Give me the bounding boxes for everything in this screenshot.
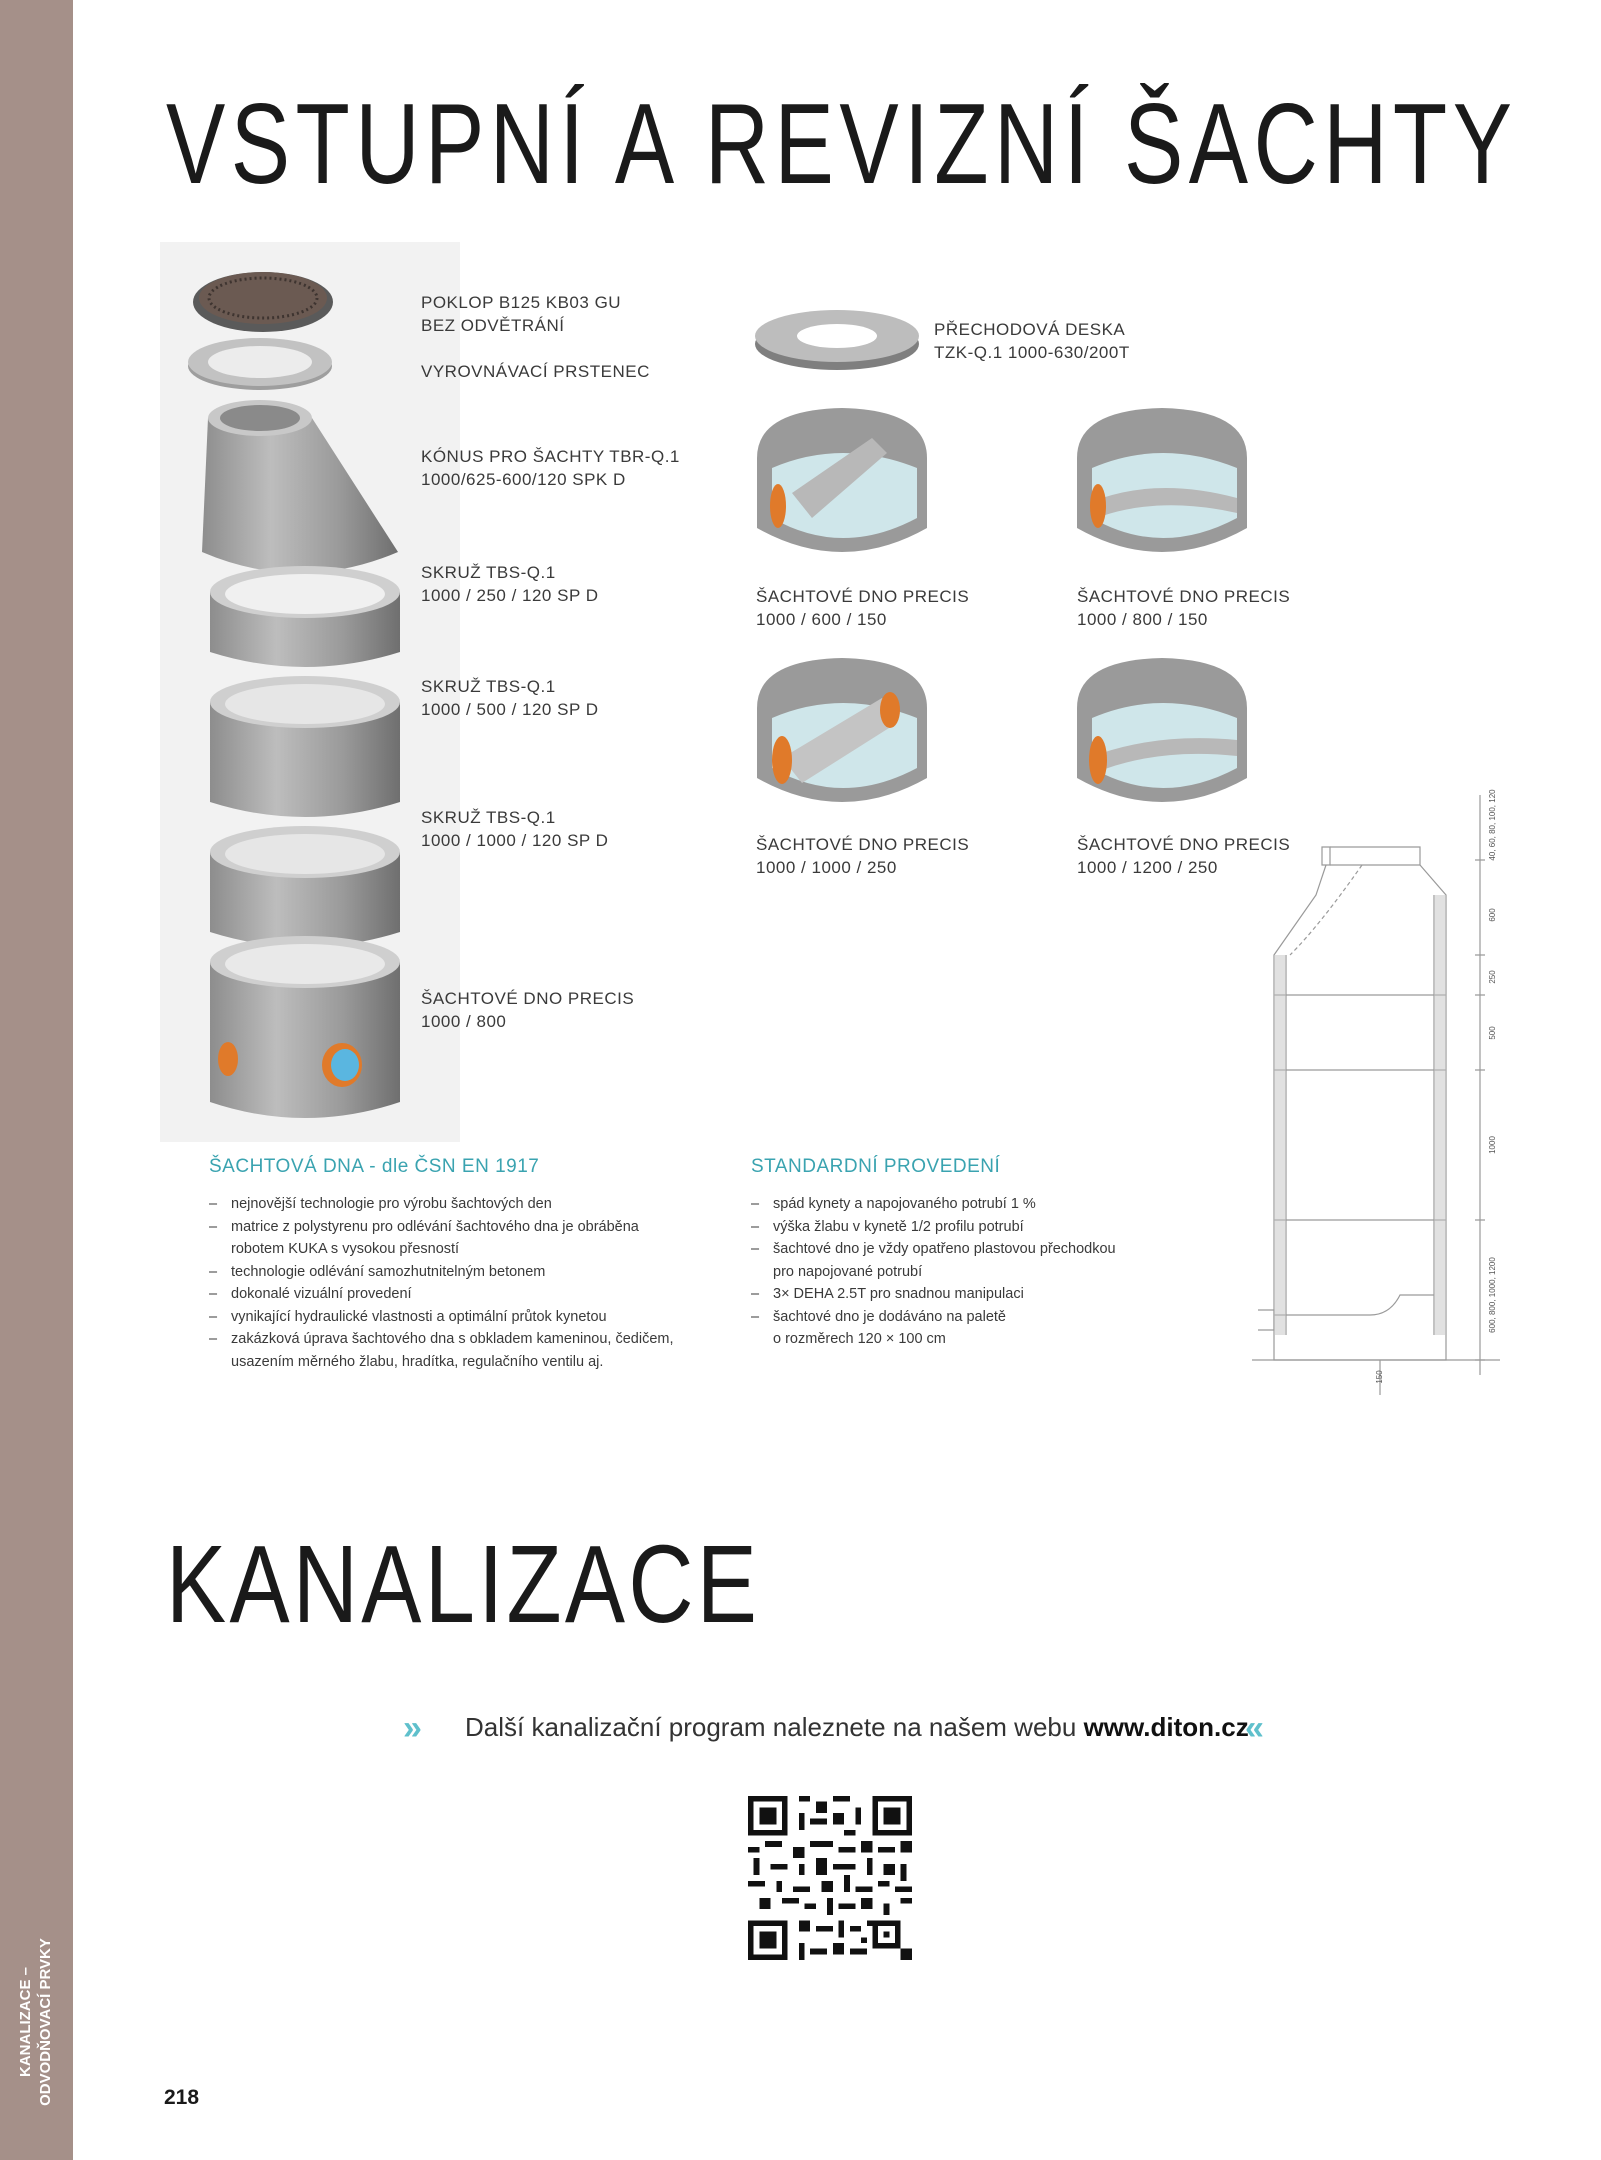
list-item: – šachtové dno je vždy opatřeno plastovou přechodkou: [751, 1238, 1221, 1261]
label-bottom-4: ŠACHTOVÉ DNO PRECIS 1000 / 1200 / 250: [1077, 835, 1291, 877]
label-ring-1000: SKRUŽ TBS-Q.1 1000 / 1000 / 120 SP D: [421, 808, 609, 850]
web-promo: [403, 1708, 1293, 1748]
label-cover: POKLOP B125 KB03 GU BEZ ODVĚTRÁNÍ: [421, 293, 622, 335]
list-item: – zakázková úprava šachtového dna s obkladem kameninou, čedičem,: [209, 1328, 729, 1351]
sidebar-label: KANALIZACE – ODVODŇOVACÍ PRVKY: [17, 1938, 54, 2106]
list-item: o rozměrech 120 × 100 cm: [773, 1331, 946, 1347]
manhole-exploded-illustration: [160, 242, 460, 1142]
bottom-image-1: [752, 398, 932, 576]
bottom-image-2: [1072, 398, 1252, 576]
sidebar: [0, 0, 73, 2160]
section-title: KANALIZACE: [166, 1523, 761, 1646]
dim-bottom: 600, 800, 1000, 1200: [1488, 1257, 1497, 1333]
col1-heading: ŠACHTOVÁ DNA - dle ČSN EN 1917: [209, 1156, 540, 1177]
qr-code-icon[interactable]: [748, 1796, 912, 1960]
manhole-cover: [193, 272, 333, 332]
transition-slab-image: [752, 300, 922, 372]
page-title: VSTUPNÍ A REVIZNÍ ŠACHTY: [166, 81, 1518, 208]
dim-250: 250: [1488, 970, 1497, 984]
ring-500: [210, 676, 400, 817]
list-item: – nejnovější technologie pro výrobu šachtových den: [209, 1193, 729, 1216]
cone: [202, 400, 398, 573]
list-item: – matrice z polystyrenu pro odlévání šachtového dna je obráběna: [209, 1216, 729, 1239]
label-bottom-1: ŠACHTOVÉ DNO PRECIS 1000 / 600 / 150: [756, 587, 970, 629]
web-promo-text: Další kanalizační program naleznete na našem webu www.diton.cz: [465, 1712, 1249, 1742]
col2-list: [751, 1193, 1221, 1351]
label-leveling-ring: VYROVNÁVACÍ PRSTENEC: [421, 362, 650, 381]
label-ring-500: SKRUŽ TBS-Q.1 1000 / 500 / 120 SP D: [421, 677, 599, 719]
leveling-ring: [188, 338, 332, 390]
label-ring-250: SKRUŽ TBS-Q.1 1000 / 250 / 120 SP D: [421, 563, 599, 605]
list-item: – 3× DEHA 2.5T pro snadnou manipulaci: [751, 1283, 1221, 1306]
list-item: – spád kynety a napojovaného potrubí 1 %: [751, 1193, 1221, 1216]
label-transition-slab: PŘECHODOVÁ DESKA TZK-Q.1 1000-630/200T: [934, 320, 1130, 362]
label-cone: KÓNUS PRO ŠACHTY TBR-Q.1 1000/625-600/120 SPK D: [421, 447, 680, 489]
list-item: – výška žlabu v kynetě 1/2 profilu potrubí: [751, 1216, 1221, 1239]
col2-heading: STANDARDNÍ PROVEDENÍ: [751, 1156, 1001, 1177]
page-number: 218: [164, 2086, 200, 2109]
manhole-bottom: [210, 936, 400, 1118]
list-item: – šachtové dno je dodáváno na paletě: [751, 1306, 1221, 1329]
ring-250: [210, 566, 400, 667]
list-item: – dokonalé vizuální provedení: [209, 1283, 729, 1306]
label-bottom-3: ŠACHTOVÉ DNO PRECIS 1000 / 1000 / 250: [756, 835, 970, 877]
label-bottom-800: ŠACHTOVÉ DNO PRECIS 1000 / 800: [421, 989, 635, 1031]
list-item: – vynikající hydraulické vlastnosti a optimální průtok kynetou: [209, 1306, 729, 1329]
ring-1000: [210, 826, 400, 947]
label-bottom-2: ŠACHTOVÉ DNO PRECIS 1000 / 800 / 150: [1077, 587, 1291, 629]
dim-500: 500: [1488, 1026, 1497, 1040]
list-item: pro napojované potrubí: [773, 1263, 923, 1280]
col1-list: [209, 1193, 729, 1373]
list-item: usazením měrného žlabu, hradítka, regulačního ventilu aj.: [231, 1353, 604, 1370]
dim-top: 40, 60, 80, 100, 120: [1488, 789, 1497, 861]
dim-150: 150: [1375, 1370, 1384, 1384]
list-item: – technologie odlévání samozhutnitelným betonem: [209, 1261, 729, 1284]
website-link[interactable]: www.diton.cz: [1083, 1712, 1249, 1742]
cross-section-drawing: [1250, 775, 1510, 1395]
dim-1000: 1000: [1488, 1136, 1497, 1154]
list-item: robotem KUKA s vysokou přesností: [231, 1241, 460, 1257]
bottom-image-4: [1072, 648, 1252, 826]
bottom-image-3: [752, 648, 932, 826]
chevron-right-icon: »: [403, 1709, 414, 1747]
dim-cone: 600: [1488, 908, 1497, 922]
chevron-left-icon: «: [1245, 1709, 1256, 1747]
